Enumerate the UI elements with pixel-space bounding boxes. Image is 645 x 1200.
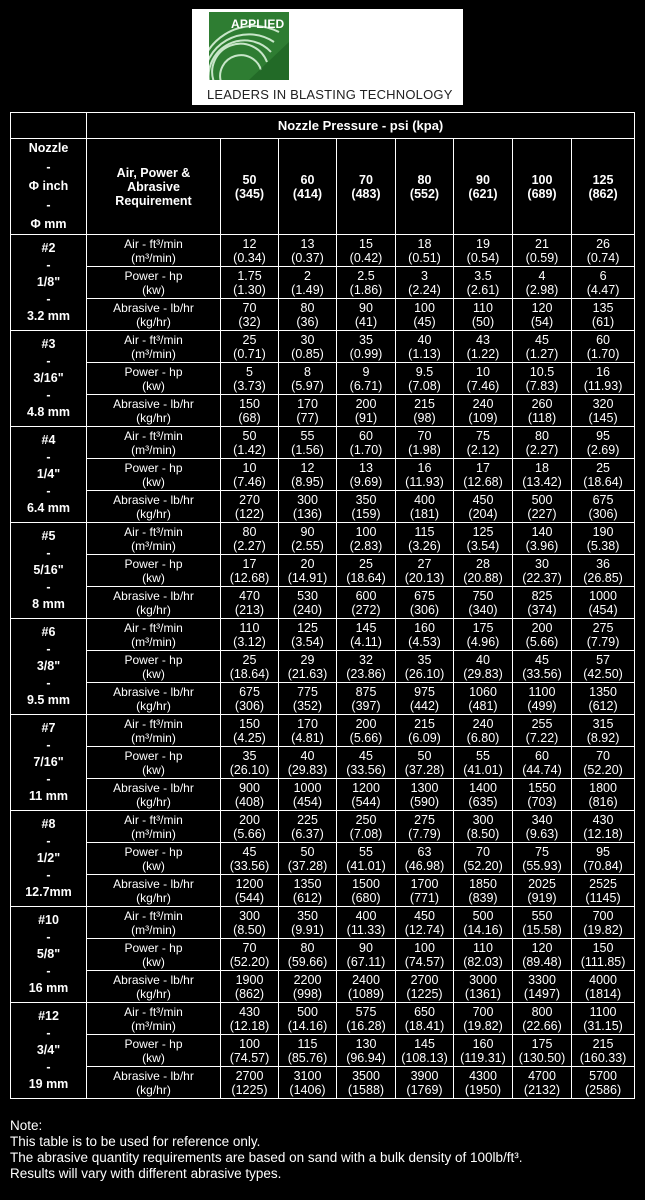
value-cell: 18 (13.42)	[513, 459, 572, 491]
logo-brand-text: APPLIED	[231, 17, 285, 31]
value-cell: 36 (26.85)	[572, 555, 635, 587]
value-cell: 150 (4.25)	[221, 715, 279, 747]
table-row	[11, 971, 635, 1003]
value-cell: 400 (11.33)	[337, 907, 396, 939]
value-cell: 55 (41.01)	[454, 747, 513, 779]
table-row	[11, 523, 635, 555]
value-cell: 40 (1.13)	[396, 331, 454, 363]
notes-title: Note:	[10, 1118, 43, 1133]
value-cell: 150 (111.85)	[572, 939, 635, 971]
table-row	[11, 427, 635, 459]
table-row	[11, 1003, 635, 1035]
value-cell: 6 (4.47)	[572, 267, 635, 299]
nozzle-requirements-table	[10, 112, 635, 1099]
value-cell: 4 (2.98)	[513, 267, 572, 299]
value-cell: 270 (122)	[221, 491, 279, 523]
value-cell: 200 (5.66)	[221, 811, 279, 843]
value-cell: 215 (6.09)	[396, 715, 454, 747]
value-cell: 5 (3.73)	[221, 363, 279, 395]
value-cell: 3100 (1406)	[279, 1067, 337, 1099]
note-line: Results will vary with different abrasive types.	[10, 1166, 282, 1181]
table-row	[11, 939, 635, 971]
value-cell: 470 (213)	[221, 587, 279, 619]
nozzle-size-cell: #8 - 1/2" - 12.7mm	[11, 811, 87, 907]
value-cell: 1500 (680)	[337, 875, 396, 907]
value-cell: 3 (2.24)	[396, 267, 454, 299]
value-cell: 1060 (481)	[454, 683, 513, 715]
table-row	[11, 619, 635, 651]
requirement-label: Air - ft³/min (m³/min)	[87, 619, 221, 651]
value-cell: 125 (3.54)	[279, 619, 337, 651]
value-cell: 110 (82.03)	[454, 939, 513, 971]
pressure-header: 125 (862)	[572, 139, 635, 235]
table-row	[11, 907, 635, 939]
requirement-label: Power - hp (kw)	[87, 363, 221, 395]
table-row	[11, 779, 635, 811]
value-cell: 350 (159)	[337, 491, 396, 523]
value-cell: 40 (29.83)	[454, 651, 513, 683]
value-cell: 200 (5.66)	[337, 715, 396, 747]
value-cell: 130 (96.94)	[337, 1035, 396, 1067]
value-cell: 200 (5.66)	[513, 619, 572, 651]
value-cell: 3300 (1497)	[513, 971, 572, 1003]
value-cell: 110 (50)	[454, 299, 513, 331]
pressure-header: 80 (552)	[396, 139, 454, 235]
value-cell: 700 (19.82)	[572, 907, 635, 939]
requirement-label: Power - hp (kw)	[87, 747, 221, 779]
value-cell: 60 (44.74)	[513, 747, 572, 779]
value-cell: 12 (0.34)	[221, 235, 279, 267]
value-cell: 13 (9.69)	[337, 459, 396, 491]
value-cell: 175 (130.50)	[513, 1035, 572, 1067]
value-cell: 115 (3.26)	[396, 523, 454, 555]
value-cell: 900 (408)	[221, 779, 279, 811]
value-cell: 70 (1.98)	[396, 427, 454, 459]
requirement-label: Air - ft³/min (m³/min)	[87, 331, 221, 363]
value-cell: 30 (22.37)	[513, 555, 572, 587]
value-cell: 260 (118)	[513, 395, 572, 427]
pressure-header: 70 (483)	[337, 139, 396, 235]
table-row	[11, 363, 635, 395]
value-cell: 875 (397)	[337, 683, 396, 715]
requirement-label: Power - hp (kw)	[87, 651, 221, 683]
value-cell: 19 (0.54)	[454, 235, 513, 267]
value-cell: 2700 (1225)	[396, 971, 454, 1003]
value-cell: 90 (2.55)	[279, 523, 337, 555]
value-cell: 825 (374)	[513, 587, 572, 619]
requirement-label: Air - ft³/min (m³/min)	[87, 1003, 221, 1035]
table-row	[11, 683, 635, 715]
pressure-group-header: Nozzle Pressure - psi (kpa)	[87, 113, 635, 139]
value-cell: 70 (52.20)	[572, 747, 635, 779]
value-cell: 95 (70.84)	[572, 843, 635, 875]
value-cell: 13 (0.37)	[279, 235, 337, 267]
value-cell: 9.5 (7.08)	[396, 363, 454, 395]
value-cell: 430 (12.18)	[221, 1003, 279, 1035]
value-cell: 45 (33.56)	[337, 747, 396, 779]
value-cell: 2400 (1089)	[337, 971, 396, 1003]
value-cell: 340 (9.63)	[513, 811, 572, 843]
requirement-label: Abrasive - lb/hr (kg/hr)	[87, 587, 221, 619]
requirement-label: Abrasive - lb/hr (kg/hr)	[87, 683, 221, 715]
value-cell: 29 (21.63)	[279, 651, 337, 683]
value-cell: 275 (7.79)	[396, 811, 454, 843]
value-cell: 800 (22.66)	[513, 1003, 572, 1035]
nozzle-size-cell: #5 - 5/16" - 8 mm	[11, 523, 87, 619]
value-cell: 215 (160.33)	[572, 1035, 635, 1067]
value-cell: 1100 (31.15)	[572, 1003, 635, 1035]
requirement-label: Abrasive - lb/hr (kg/hr)	[87, 875, 221, 907]
value-cell: 75 (2.12)	[454, 427, 513, 459]
value-cell: 5700 (2586)	[572, 1067, 635, 1099]
value-cell: 100 (2.83)	[337, 523, 396, 555]
pressure-header: 60 (414)	[279, 139, 337, 235]
value-cell: 170 (77)	[279, 395, 337, 427]
value-cell: 530 (240)	[279, 587, 337, 619]
value-cell: 10.5 (7.83)	[513, 363, 572, 395]
value-cell: 300 (136)	[279, 491, 337, 523]
value-cell: 2700 (1225)	[221, 1067, 279, 1099]
value-cell: 50 (37.28)	[396, 747, 454, 779]
value-cell: 160 (4.53)	[396, 619, 454, 651]
value-cell: 60 (1.70)	[572, 331, 635, 363]
note-line: The abrasive quantity requirements are based on sand with a bulk density of 100lb/ft³.	[10, 1150, 523, 1165]
value-cell: 4000 (1814)	[572, 971, 635, 1003]
nozzle-size-cell: #2 - 1/8" - 3.2 mm	[11, 235, 87, 331]
value-cell: 21 (0.59)	[513, 235, 572, 267]
value-cell: 3500 (1588)	[337, 1067, 396, 1099]
nozzle-size-cell: #3 - 3/16" - 4.8 mm	[11, 331, 87, 427]
requirement-label: Power - hp (kw)	[87, 459, 221, 491]
value-cell: 3900 (1769)	[396, 1067, 454, 1099]
table-row	[11, 811, 635, 843]
value-cell: 300 (8.50)	[221, 907, 279, 939]
value-cell: 50 (37.28)	[279, 843, 337, 875]
value-cell: 500 (227)	[513, 491, 572, 523]
value-cell: 1700 (771)	[396, 875, 454, 907]
value-cell: 450 (204)	[454, 491, 513, 523]
value-cell: 120 (89.48)	[513, 939, 572, 971]
requirement-label: Air - ft³/min (m³/min)	[87, 235, 221, 267]
table-row	[11, 267, 635, 299]
table-row	[11, 459, 635, 491]
value-cell: 1350 (612)	[572, 683, 635, 715]
value-cell: 32 (23.86)	[337, 651, 396, 683]
value-cell: 35 (0.99)	[337, 331, 396, 363]
requirement-label: Abrasive - lb/hr (kg/hr)	[87, 1067, 221, 1099]
table-row	[11, 651, 635, 683]
value-cell: 28 (20.88)	[454, 555, 513, 587]
value-cell: 40 (29.83)	[279, 747, 337, 779]
table-row	[11, 491, 635, 523]
requirement-label: Air - ft³/min (m³/min)	[87, 523, 221, 555]
value-cell: 55 (1.56)	[279, 427, 337, 459]
value-cell: 1100 (499)	[513, 683, 572, 715]
corner-cell	[11, 113, 87, 139]
requirement-label: Abrasive - lb/hr (kg/hr)	[87, 491, 221, 523]
value-cell: 80 (59.66)	[279, 939, 337, 971]
value-cell: 17 (12.68)	[454, 459, 513, 491]
value-cell: 500 (14.16)	[454, 907, 513, 939]
value-cell: 500 (14.16)	[279, 1003, 337, 1035]
value-cell: 350 (9.91)	[279, 907, 337, 939]
value-cell: 57 (42.50)	[572, 651, 635, 683]
value-cell: 1200 (544)	[337, 779, 396, 811]
value-cell: 2.5 (1.86)	[337, 267, 396, 299]
pressure-header: 90 (621)	[454, 139, 513, 235]
value-cell: 750 (340)	[454, 587, 513, 619]
value-cell: 145 (4.11)	[337, 619, 396, 651]
value-cell: 25 (18.64)	[572, 459, 635, 491]
value-cell: 275 (7.79)	[572, 619, 635, 651]
value-cell: 1000 (454)	[572, 587, 635, 619]
table-row	[11, 715, 635, 747]
value-cell: 650 (18.41)	[396, 1003, 454, 1035]
table-row	[11, 555, 635, 587]
value-cell: 150 (68)	[221, 395, 279, 427]
logo-tagline: LEADERS IN BLASTING TECHNOLOGY	[207, 87, 453, 102]
value-cell: 1200 (544)	[221, 875, 279, 907]
value-cell: 320 (145)	[572, 395, 635, 427]
value-cell: 1.75 (1.30)	[221, 267, 279, 299]
value-cell: 400 (181)	[396, 491, 454, 523]
nozzle-size-cell: #12 - 3/4" - 19 mm	[11, 1003, 87, 1099]
value-cell: 4700 (2132)	[513, 1067, 572, 1099]
table-row	[11, 1067, 635, 1099]
value-cell: 1350 (612)	[279, 875, 337, 907]
nozzle-size-cell: #7 - 7/16" - 11 mm	[11, 715, 87, 811]
value-cell: 63 (46.98)	[396, 843, 454, 875]
value-cell: 315 (8.92)	[572, 715, 635, 747]
value-cell: 25 (18.64)	[337, 555, 396, 587]
value-cell: 115 (85.76)	[279, 1035, 337, 1067]
value-cell: 255 (7.22)	[513, 715, 572, 747]
requirement-label: Abrasive - lb/hr (kg/hr)	[87, 779, 221, 811]
value-cell: 125 (3.54)	[454, 523, 513, 555]
value-cell: 90 (67.11)	[337, 939, 396, 971]
value-cell: 55 (41.01)	[337, 843, 396, 875]
value-cell: 2025 (919)	[513, 875, 572, 907]
value-cell: 45 (33.56)	[221, 843, 279, 875]
value-cell: 50 (1.42)	[221, 427, 279, 459]
value-cell: 80 (2.27)	[221, 523, 279, 555]
value-cell: 100 (45)	[396, 299, 454, 331]
value-cell: 4300 (1950)	[454, 1067, 513, 1099]
requirement-label: Power - hp (kw)	[87, 843, 221, 875]
value-cell: 120 (54)	[513, 299, 572, 331]
requirement-header: Air, Power & Abrasive Requirement	[87, 139, 221, 235]
value-cell: 175 (4.96)	[454, 619, 513, 651]
table-row	[11, 1035, 635, 1067]
value-cell: 1900 (862)	[221, 971, 279, 1003]
value-cell: 450 (12.74)	[396, 907, 454, 939]
notes	[10, 1118, 640, 1182]
value-cell: 10 (7.46)	[454, 363, 513, 395]
value-cell: 190 (5.38)	[572, 523, 635, 555]
table-row	[11, 843, 635, 875]
value-cell: 25 (18.64)	[221, 651, 279, 683]
value-cell: 550 (15.58)	[513, 907, 572, 939]
table-row	[11, 747, 635, 779]
requirement-label: Air - ft³/min (m³/min)	[87, 715, 221, 747]
value-cell: 12 (8.95)	[279, 459, 337, 491]
pressure-header: 50 (345)	[221, 139, 279, 235]
value-cell: 215 (98)	[396, 395, 454, 427]
value-cell: 170 (4.81)	[279, 715, 337, 747]
value-cell: 10 (7.46)	[221, 459, 279, 491]
table-row	[11, 587, 635, 619]
value-cell: 27 (20.13)	[396, 555, 454, 587]
value-cell: 8 (5.97)	[279, 363, 337, 395]
value-cell: 225 (6.37)	[279, 811, 337, 843]
table-row	[11, 395, 635, 427]
value-cell: 430 (12.18)	[572, 811, 635, 843]
value-cell: 80 (2.27)	[513, 427, 572, 459]
logo-emblem	[209, 12, 289, 80]
value-cell: 70 (52.20)	[221, 939, 279, 971]
nozzle-size-cell: #4 - 1/4" - 6.4 mm	[11, 427, 87, 523]
value-cell: 60 (1.70)	[337, 427, 396, 459]
requirement-label: Abrasive - lb/hr (kg/hr)	[87, 971, 221, 1003]
value-cell: 160 (119.31)	[454, 1035, 513, 1067]
requirement-label: Power - hp (kw)	[87, 939, 221, 971]
requirement-label: Air - ft³/min (m³/min)	[87, 907, 221, 939]
value-cell: 30 (0.85)	[279, 331, 337, 363]
value-cell: 20 (14.91)	[279, 555, 337, 587]
requirement-label: Air - ft³/min (m³/min)	[87, 811, 221, 843]
requirement-label: Air - ft³/min (m³/min)	[87, 427, 221, 459]
value-cell: 43 (1.22)	[454, 331, 513, 363]
value-cell: 90 (41)	[337, 299, 396, 331]
value-cell: 15 (0.42)	[337, 235, 396, 267]
table-row	[11, 331, 635, 363]
value-cell: 775 (352)	[279, 683, 337, 715]
value-cell: 675 (306)	[221, 683, 279, 715]
value-cell: 1400 (635)	[454, 779, 513, 811]
value-cell: 975 (442)	[396, 683, 454, 715]
value-cell: 95 (2.69)	[572, 427, 635, 459]
value-cell: 110 (3.12)	[221, 619, 279, 651]
value-cell: 35 (26.10)	[221, 747, 279, 779]
value-cell: 250 (7.08)	[337, 811, 396, 843]
value-cell: 3.5 (2.61)	[454, 267, 513, 299]
value-cell: 75 (55.93)	[513, 843, 572, 875]
requirement-label: Abrasive - lb/hr (kg/hr)	[87, 395, 221, 427]
value-cell: 9 (6.71)	[337, 363, 396, 395]
value-cell: 70 (32)	[221, 299, 279, 331]
value-cell: 600 (272)	[337, 587, 396, 619]
value-cell: 3000 (1361)	[454, 971, 513, 1003]
company-logo	[192, 9, 463, 105]
requirement-label: Power - hp (kw)	[87, 267, 221, 299]
requirement-label: Power - hp (kw)	[87, 1035, 221, 1067]
value-cell: 25 (0.71)	[221, 331, 279, 363]
value-cell: 200 (91)	[337, 395, 396, 427]
value-cell: 140 (3.96)	[513, 523, 572, 555]
value-cell: 16 (11.93)	[572, 363, 635, 395]
value-cell: 16 (11.93)	[396, 459, 454, 491]
nozzle-header: Nozzle - Φ inch - Φ mm	[11, 139, 87, 235]
value-cell: 70 (52.20)	[454, 843, 513, 875]
value-cell: 2525 (1145)	[572, 875, 635, 907]
value-cell: 1850 (839)	[454, 875, 513, 907]
value-cell: 1550 (703)	[513, 779, 572, 811]
value-cell: 240 (109)	[454, 395, 513, 427]
value-cell: 26 (0.74)	[572, 235, 635, 267]
note-line: This table is to be used for reference only.	[10, 1134, 261, 1149]
value-cell: 2 (1.49)	[279, 267, 337, 299]
value-cell: 45 (1.27)	[513, 331, 572, 363]
value-cell: 575 (16.28)	[337, 1003, 396, 1035]
value-cell: 145 (108.13)	[396, 1035, 454, 1067]
nozzle-size-cell: #6 - 3/8" - 9.5 mm	[11, 619, 87, 715]
value-cell: 17 (12.68)	[221, 555, 279, 587]
value-cell: 35 (26.10)	[396, 651, 454, 683]
value-cell: 45 (33.56)	[513, 651, 572, 683]
value-cell: 135 (61)	[572, 299, 635, 331]
value-cell: 675 (306)	[572, 491, 635, 523]
value-cell: 300 (8.50)	[454, 811, 513, 843]
value-cell: 100 (74.57)	[221, 1035, 279, 1067]
value-cell: 80 (36)	[279, 299, 337, 331]
value-cell: 18 (0.51)	[396, 235, 454, 267]
value-cell: 240 (6.80)	[454, 715, 513, 747]
table-row	[11, 875, 635, 907]
value-cell: 1800 (816)	[572, 779, 635, 811]
table-row	[11, 235, 635, 267]
requirement-label: Power - hp (kw)	[87, 555, 221, 587]
value-cell: 1300 (590)	[396, 779, 454, 811]
table-row	[11, 299, 635, 331]
nozzle-size-cell: #10 - 5/8" - 16 mm	[11, 907, 87, 1003]
value-cell: 2200 (998)	[279, 971, 337, 1003]
requirement-label: Abrasive - lb/hr (kg/hr)	[87, 299, 221, 331]
value-cell: 675 (306)	[396, 587, 454, 619]
value-cell: 100 (74.57)	[396, 939, 454, 971]
value-cell: 700 (19.82)	[454, 1003, 513, 1035]
value-cell: 1000 (454)	[279, 779, 337, 811]
pressure-header: 100 (689)	[513, 139, 572, 235]
